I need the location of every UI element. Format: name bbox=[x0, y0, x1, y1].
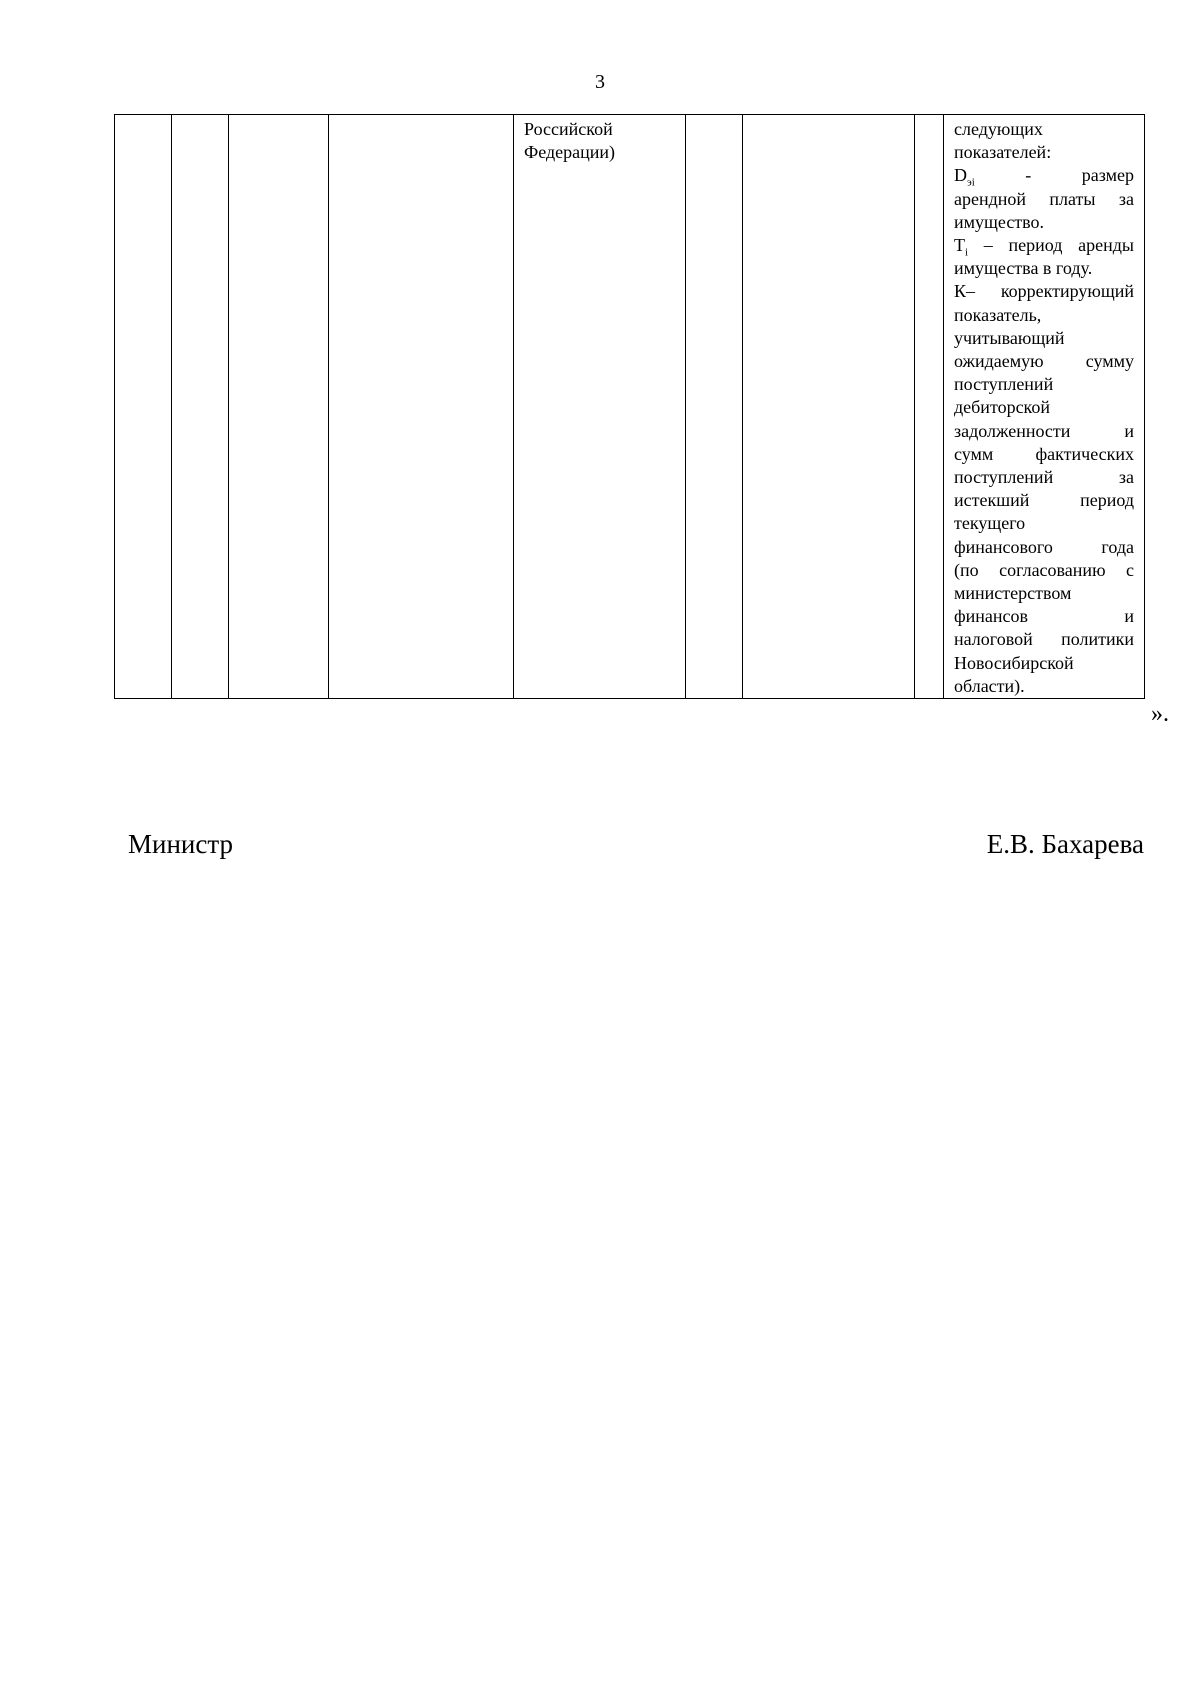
cell-line: области). bbox=[954, 675, 1025, 696]
cell-line: имущества в году. bbox=[954, 258, 1093, 279]
cell-line: финансов и bbox=[954, 606, 1134, 627]
signature-name: Е.В. Бахарева bbox=[986, 829, 1144, 859]
table-cell-7 bbox=[743, 115, 915, 699]
cell-line: Федерации) bbox=[524, 142, 616, 163]
cell-line: дебиторской bbox=[954, 397, 1051, 418]
closing-quote: ». bbox=[1151, 701, 1169, 727]
t-definition: – период аренды bbox=[968, 235, 1134, 256]
table-cell-8 bbox=[915, 115, 944, 699]
continuation-table bbox=[114, 114, 1145, 699]
cell-line: ожидаемую сумму bbox=[954, 351, 1134, 372]
t-subscript: i bbox=[965, 246, 969, 259]
table-cell-1 bbox=[115, 115, 172, 699]
cell-line: имущество. bbox=[954, 211, 1045, 232]
cell-line: налоговой политики bbox=[954, 629, 1134, 650]
table-row bbox=[115, 115, 1145, 699]
cell-line: министерством bbox=[954, 583, 1072, 604]
cell-line: следующих bbox=[954, 119, 1043, 139]
table-cell-6 bbox=[686, 115, 743, 699]
d-definition: - размер bbox=[974, 165, 1134, 186]
cell-line: Новосибирской bbox=[954, 652, 1074, 673]
table-cell-2 bbox=[172, 115, 229, 699]
cell-line: учитывающий bbox=[954, 327, 1065, 348]
d-subscript: эi bbox=[967, 177, 975, 189]
cell-line: поступлений за bbox=[954, 467, 1134, 488]
cell-line: Российской bbox=[524, 119, 613, 139]
page-number: 3 bbox=[595, 71, 605, 93]
table-cell-9 bbox=[944, 115, 1145, 699]
cell-line: истекший период bbox=[954, 490, 1134, 511]
cell-line: К– корректирующий bbox=[954, 281, 1134, 302]
cell-line: текущего bbox=[954, 513, 1026, 534]
table-cell-3 bbox=[229, 115, 329, 699]
cell-line: показателей: bbox=[954, 142, 1052, 163]
cell-line: показатель, bbox=[954, 304, 1042, 325]
cell-line: поступлений bbox=[954, 374, 1054, 395]
cell-line: финансового года bbox=[954, 536, 1134, 557]
d-symbol: D bbox=[954, 165, 967, 186]
cell-line: арендной платы за bbox=[954, 188, 1134, 209]
cell-line: задолженности и bbox=[954, 420, 1134, 441]
t-symbol: T bbox=[954, 235, 965, 256]
table-cell-5 bbox=[514, 115, 686, 699]
cell-line: сумм фактических bbox=[954, 443, 1134, 464]
cell-line-d-variable bbox=[954, 164, 1134, 187]
cell-line: (по согласованию с bbox=[954, 559, 1134, 580]
table-cell-4 bbox=[329, 115, 514, 699]
cell-line-t-variable bbox=[954, 234, 1134, 257]
signature-role: Министр bbox=[128, 829, 233, 859]
